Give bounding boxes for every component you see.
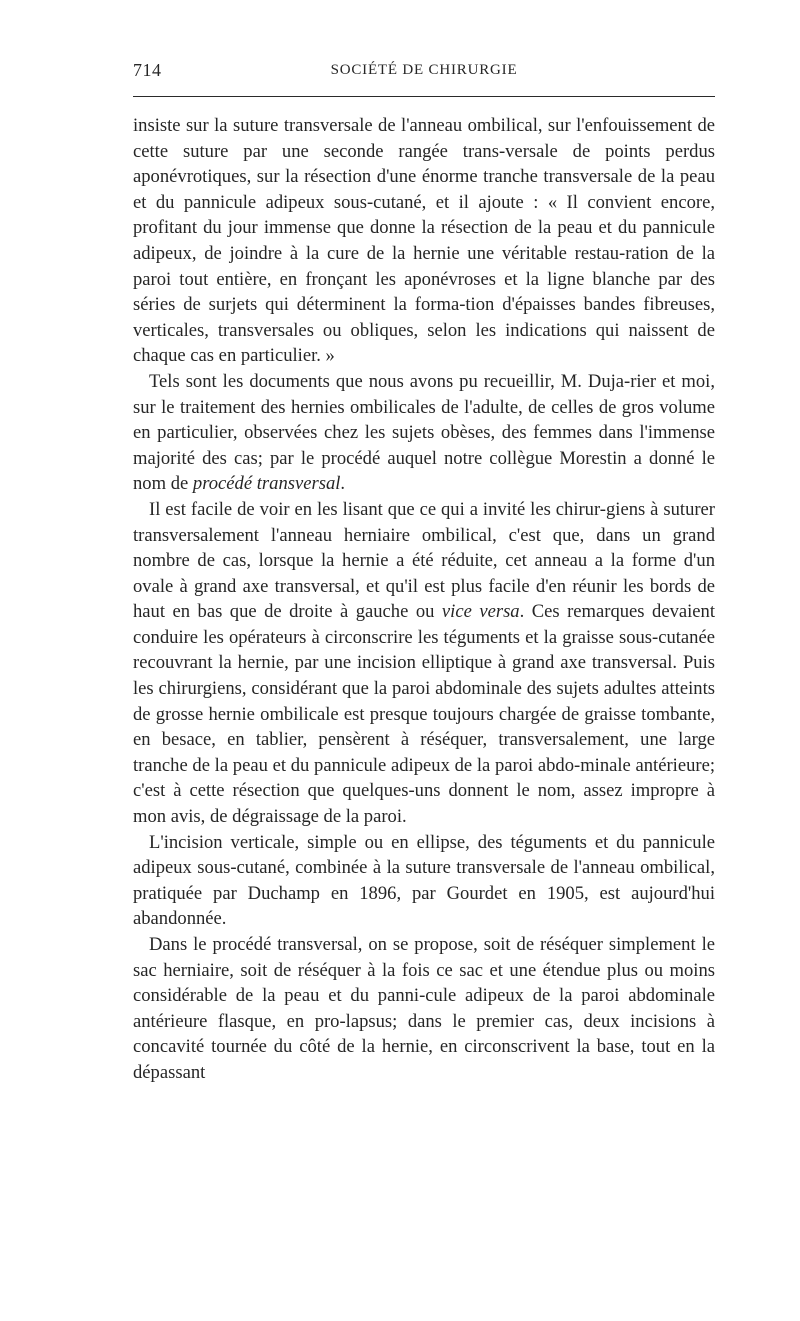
paragraph-2-end: .: [340, 473, 346, 495]
header-rule: [133, 96, 715, 97]
paragraph-5: Dans le procédé transversal, on se propose, soit de réséquer simplement le sac herniaire, soit de réséquer à la fois ce sac et une étendue plus ou moins considérable de la peau et du panni-cule adipeux de la paroi abdominale antérieure flasque, en pro-lapsus; dans le premier cas, deux incisions à concavité tournée du côté de la hernie, en circonscrivent la base, tout en la dépassant: [133, 934, 715, 1083]
page-number: 714: [133, 60, 162, 80]
italic-term-procede-transversal: procédé transversal: [192, 473, 341, 495]
paragraph-3-text: Il est facile de voir en les lisant que ce qui a invité les chirur-giens à suturer transversalement l'anneau herniaire ombilical, c'est que, dans un grand nombre de cas, lorsque la hernie a été réduite, cet anneau a la forme d'un ovale à grand axe transversal, et qu'il est plus facile d'en réunir les bords de haut en bas que de droite à gauche ou: [133, 498, 715, 623]
body-text: [133, 113, 715, 1086]
paragraph-4: L'incision verticale, simple ou en ellipse, des téguments et du pannicule adipeux sous-cutané, combinée à la suture transversale de l'anneau ombilical, pratiquée par Duchamp en 1896, par Gourdet en 1905, est aujourd'hui abandonnée.: [133, 831, 715, 930]
paragraph-2-text: Tels sont les documents que nous avons pu recueillir, M. Duja-rier et moi, sur le traitement des hernies ombilicales de l'adulte, de celles de gros volume en particulier, observées chez les sujets obèses, des femmes dans l'immense majorité des cas; par le procédé auquel notre collègue Morestin a donné le nom de: [133, 370, 715, 495]
paragraph-2: [133, 369, 715, 497]
paragraph-3: [133, 497, 715, 830]
running-head: [133, 60, 715, 86]
running-title: SOCIÉTÉ DE CHIRURGIE: [330, 62, 518, 78]
paragraph-3-end: . Ces remarques devaient conduire les opérateurs à circonscrire les téguments et la graisse sous-cutanée recouvrant la hernie, par une incision elliptique à grand axe transversal. Puis les chirurgiens, considérant que la paroi abdominale des sujets adultes atteints de grosse hernie ombilicale est presque toujours chargée de graisse tombante, en besace, en tablier, pensèrent à réséquer, transversalement, une large tranche de la peau et du pannicule adipeux de la paroi abdo-minale antérieure; c'est à cette résection que quelques-uns donnent le nom, assez impropre à mon avis, de dégraissage de la paroi.: [133, 601, 715, 828]
paragraph-1-continued: insiste sur la suture transversale de l'anneau ombilical, sur l'enfouissement de cette suture par une seconde rangée trans-versale de points perdus aponévrotiques, sur la résection d'une énorme tranche transversale de la peau et du pannicule adipeux sous-cutané, et il ajoute : « Il convient encore, profitant du jour immense que donne la résection de la peau et du pannicule adipeux, de joindre à la cure de la hernie une véritable restau-ration de la paroi tout entière, en fronçant les aponévroses et la ligne blanche par des séries de surjets qui déterminent la forma-tion d'épaisses bandes fibreuses, verticales, transversales ou obliques, selon les indications qui naissent de chaque cas en particulier. »: [133, 115, 715, 367]
italic-term-vice-versa: vice versa: [441, 601, 520, 623]
